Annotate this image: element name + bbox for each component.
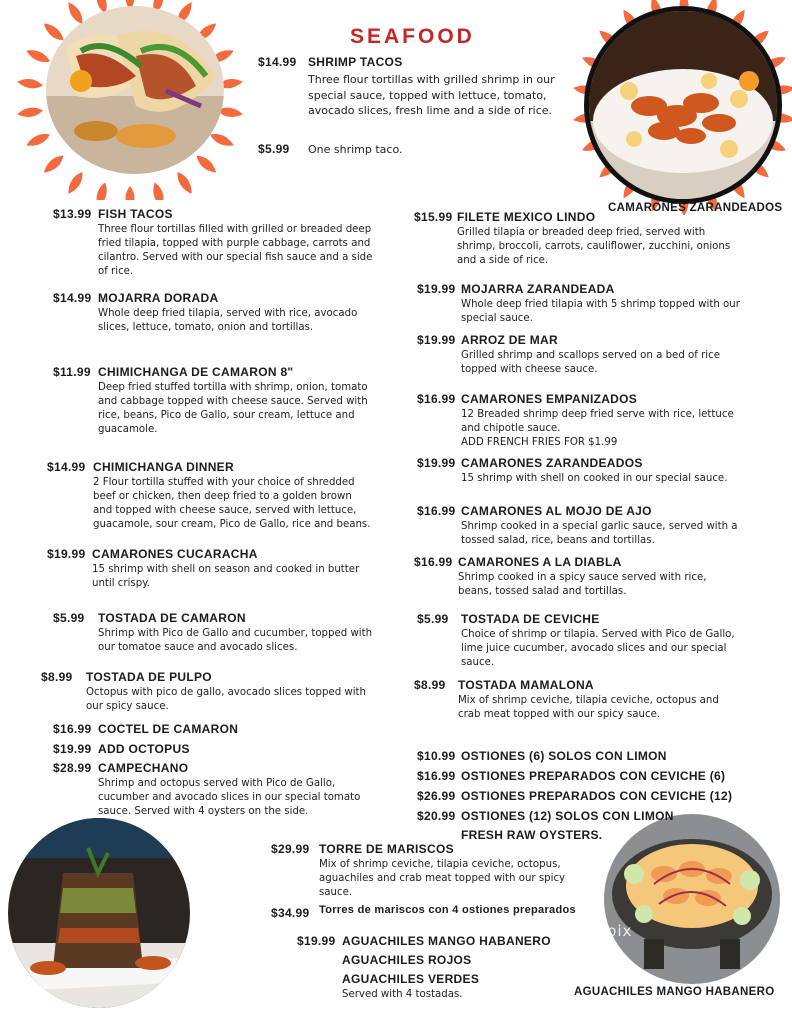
menu-item-price: $13.99 [53, 207, 92, 221]
camarones-zarandeados-photo [584, 6, 782, 204]
menu-item-name: MOJARRA ZARANDEADA [461, 282, 615, 296]
menu-item-name: ARROZ DE MAR [461, 333, 558, 347]
photo-caption: CAMARONES ZARANDEADOS [608, 202, 783, 214]
menu-item-name: MOJARRA DORADA [98, 291, 219, 305]
petal-shape [24, 47, 51, 66]
menu-item-description: Mix of shrimp ceviche, tilapia ceviche, octopus and crab meat topped with our spicy sauce. [458, 695, 719, 720]
menu-item-name: OSTIONES (12) SOLOS CON LIMON [461, 809, 674, 823]
menu-item-name: FILETE MEXICO LINDO [457, 210, 596, 224]
menu-item-name: AGUACHILES MANGO HABANERO [342, 934, 551, 948]
menu-item-price: $20.99 [417, 809, 456, 823]
petal-shape [150, 181, 166, 200]
menu-item-description: One shrimp taco. [308, 143, 403, 156]
petal-shape [17, 106, 44, 119]
menu-item-name: FISH TACOS [98, 207, 173, 221]
menu-item-name: OSTIONES PREPARADOS CON CEVICHE (6) [461, 769, 726, 783]
petal-shape [208, 130, 235, 149]
menu-item-price: $14.99 [47, 460, 86, 474]
menu-item-price: $8.99 [414, 678, 446, 692]
menu-item-description: Whole deep fried tilapia with 5 shrimp topped with our special sauce. [461, 299, 740, 324]
menu-item-description: Choice of shrimp or tilapia. Served with Pico de Gallo, lime juice cucumber, avocado slices and our special sauce. [461, 629, 735, 668]
menu-item-description: Shrimp with Pico de Gallo and cucumber, topped with our tomatoe sauce and avocado slices. [98, 628, 373, 653]
menu-item-name: Torres de mariscos con 4 ostiones preparados [319, 904, 576, 916]
menu-item-price: $5.99 [258, 142, 290, 156]
menu-item-price: $8.99 [41, 670, 73, 684]
photo-caption: AGUACHILES MANGO HABANERO [574, 986, 775, 998]
menu-item-price: $5.99 [53, 611, 85, 625]
menu-item-description: Grilled shrimp and scallops served on a bed of rice topped with cheese sauce. [461, 350, 720, 375]
menu-item-extra: ADD FRENCH FRIES FOR $1.99 [461, 437, 618, 448]
menu-item-price: $19.99 [417, 333, 456, 347]
menu-item-name: COCTEL DE CAMARON [98, 722, 239, 736]
petal-shape [41, 152, 67, 176]
menu-item-description: Shrimp cooked in a spicy sauce served with rice, beans, tossed salad and tortillas. [458, 572, 707, 597]
menu-item-price: $19.99 [47, 547, 86, 561]
menu-item-name: OSTIONES PREPARADOS CON CEVICHE (12) [461, 789, 733, 803]
menu-item-name: SHRIMP TACOS [308, 55, 403, 69]
petal-shape [24, 130, 51, 149]
menu-item-name: CAMARONES A LA DIABLA [458, 555, 622, 569]
menu-item-name: AGUACHILES ROJOS [342, 953, 472, 967]
tacos-photo [46, 6, 224, 174]
menu-item-price: $16.99 [417, 504, 456, 518]
menu-item-description: Three flour tortillas filled with grilled or breaded deep fried tilapia, topped with purple cabbage, carrots and cilantro. Served with our special fish sauce and a side of rice. [98, 224, 373, 277]
menu-item-name: CAMARONES CUCARACHA [92, 547, 258, 561]
watermark: menupix [560, 922, 633, 940]
menu-item-description: 15 shrimp with shell on season and cooked in butter until crispy. [92, 564, 360, 589]
petal-shape [194, 152, 220, 176]
menu-item-price: $28.99 [53, 761, 92, 775]
menu-item-name: TOSTADA DE CAMARON [98, 611, 246, 625]
menu-item-description: Served with 4 tostadas. [342, 989, 463, 1000]
menu-item-price: $14.99 [53, 291, 92, 305]
menu-item-description: Octopus with pico de gallo, avocado slices topped with our spicy sauce. [86, 687, 367, 712]
menu-item-name: CAMPECHANO [98, 761, 189, 775]
menu-item-price: $19.99 [297, 934, 336, 948]
petal-shape [94, 181, 110, 200]
menu-item-name: CAMARONES ZARANDEADOS [461, 456, 643, 470]
menu-item-price: $5.99 [417, 612, 449, 626]
oysters-note: FRESH RAW OYSTERS. [461, 828, 603, 842]
menu-item-name: CHIMICHANGA DE CAMARON 8" [98, 365, 294, 379]
petal-shape [17, 77, 44, 90]
menu-item-description: 12 Breaded shrimp deep fried serve with rice, lettuce and chipotle sauce. [461, 409, 734, 434]
menu-item-description: Three flour tortillas with grilled shrimp in our special sauce, topped with lettuce, tomato, avocado slices, fresh lime and a side of rice. [308, 73, 555, 117]
menu-item-price: $16.99 [417, 769, 456, 783]
menu-item-price: $11.99 [53, 365, 91, 379]
torre-de-mariscos-photo [8, 818, 190, 1008]
menu-item-price: $26.99 [417, 789, 456, 803]
menu-item-name: CAMARONES EMPANIZADOS [461, 392, 638, 406]
menu-item-price: $14.99 [258, 55, 297, 69]
menu-item-name: ADD OCTOPUS [98, 742, 190, 756]
menu-item-name: AGUACHILES VERDES [342, 972, 480, 986]
menu-item-description: Grilled tilapia or breaded deep fried, served with shrimp, broccoli, carrots, cauliflower, zucchini, onions and a side of rice. [457, 227, 731, 266]
menu-item-price: $15.99 [414, 210, 453, 224]
menu-item-description: Deep fried stuffed tortilla with shrimp, onion, tomato and cabbage topped with cheese sauce. Served with rice, beans, Pico de Gallo, sour cream, lettuce and guacamole. [98, 382, 368, 435]
menu-item-name: TORRE DE MARISCOS [319, 842, 454, 856]
petal-shape [126, 186, 135, 200]
menu-item-price: $19.99 [417, 456, 456, 470]
menu-item-description: Shrimp cooked in a special garlic sauce, served with a tossed salad, rice, beans and tortillas. [461, 521, 738, 546]
petal-shape [65, 170, 87, 197]
menu-item-description: 15 shrimp with shell on cooked in our special sauce. [461, 473, 728, 484]
menu-item-price: $16.99 [414, 555, 453, 569]
menu-item-price: $10.99 [417, 749, 456, 763]
aguachiles-photo [604, 814, 780, 984]
menu-item-name: TOSTADA MAMALONA [458, 678, 594, 692]
menu-item-description: Shrimp and octopus served with Pico de Gallo, cucumber and avocado slices in our special tomato sauce. Served with 4 oysters on the side. [98, 778, 361, 817]
menu-item-name: CHIMICHANGA DINNER [93, 460, 234, 474]
menu-item-price: $19.99 [53, 742, 92, 756]
menu-item-price: $34.99 [271, 906, 310, 920]
menu-item-name: TOSTADA DE CEVICHE [461, 612, 600, 626]
menu-item-price: $16.99 [417, 392, 456, 406]
menu-item-name: OSTIONES (6) SOLOS CON LIMON [461, 749, 667, 763]
menu-item-price: $29.99 [271, 842, 310, 856]
menu-item-name: CAMARONES AL MOJO DE AJO [461, 504, 652, 518]
menu-item-name: TOSTADA DE PULPO [86, 670, 212, 684]
menu-item-description: 2 Flour tortilla stuffed with your choice of shredded beef or chicken, then deep fried to a golden brown and topped with cheese sauce, served with lettuce, guacamole, sour cream, Pico de Gallo, rice and beans. [93, 477, 371, 530]
menu-item-price: $16.99 [53, 722, 92, 736]
petal-shape [174, 170, 196, 197]
menu-item-price: $19.99 [417, 282, 456, 296]
menu-item-description: Mix of shrimp ceviche, tilapia ceviche, octopus, aguachiles and crab meat topped with our spicy sauce. [319, 859, 566, 898]
page-title: SEAFOOD [350, 25, 475, 48]
menu-item-description: Whole deep fried tilapia, served with rice, avocado slices, lettuce, tomato, onion and tortillas. [98, 308, 358, 333]
